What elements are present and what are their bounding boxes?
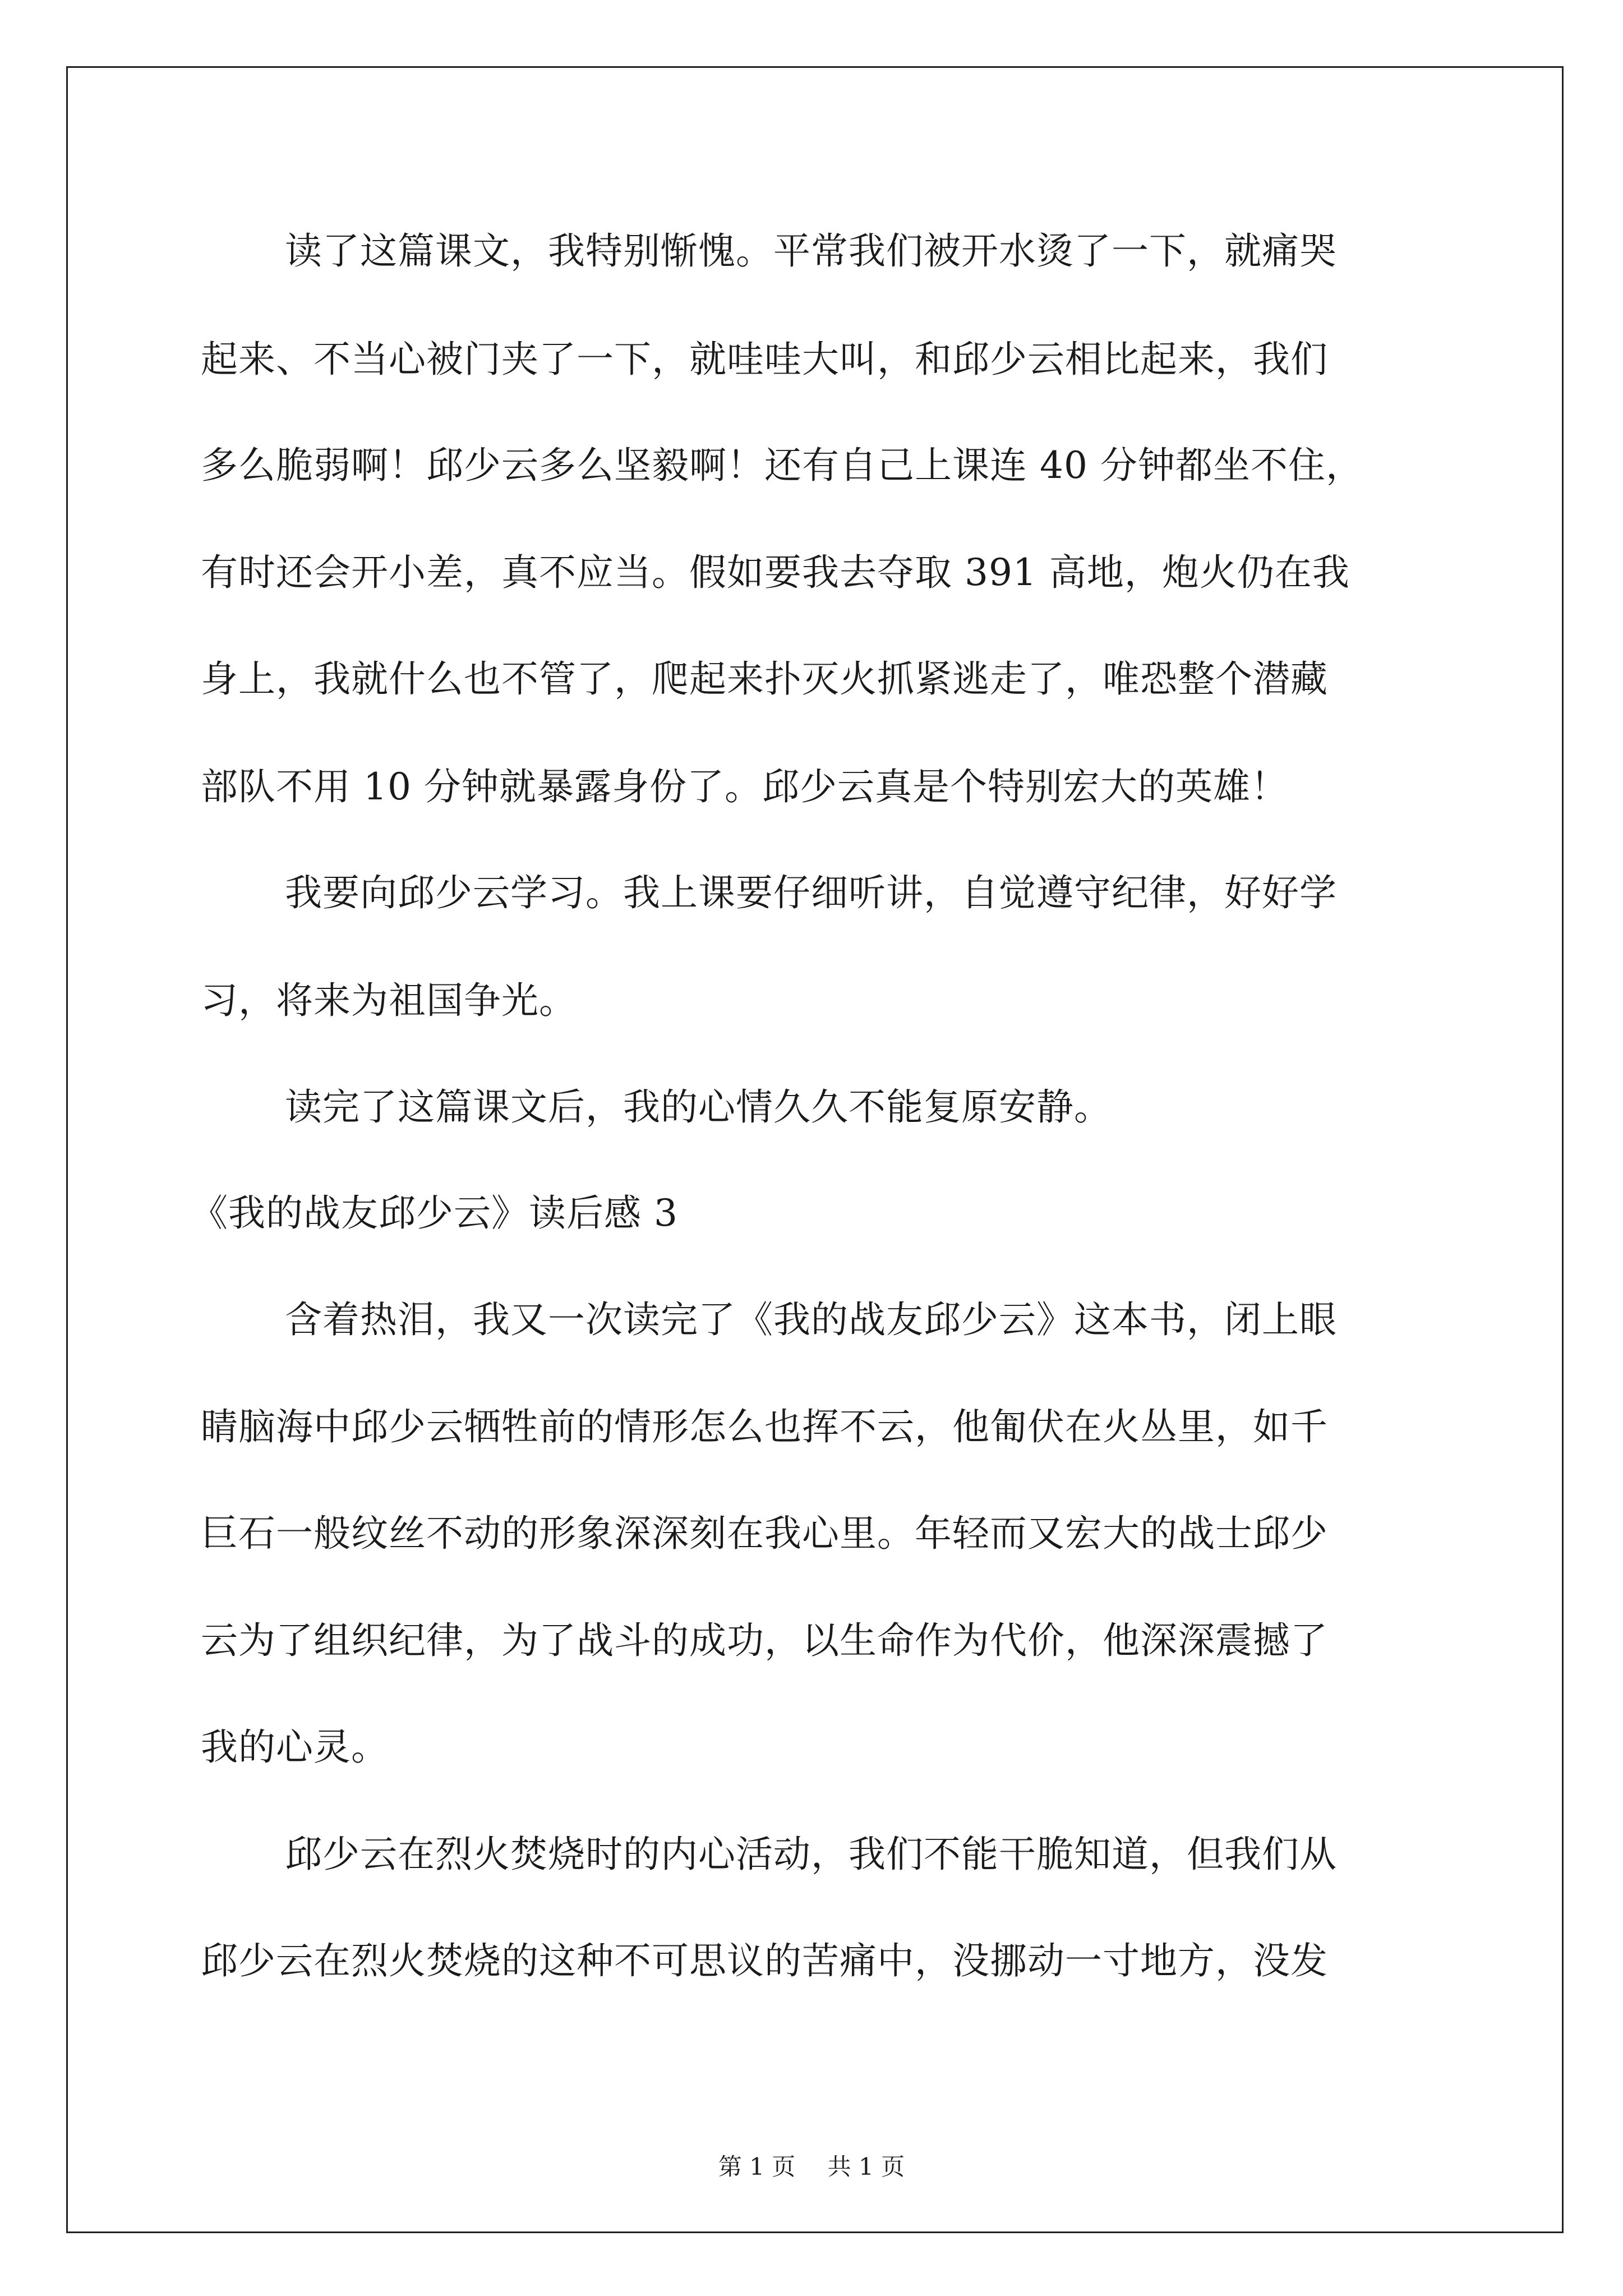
- paragraph-line: 邱少云在烈火焚烧时的内心活动，我们不能干脆知道，但我们从: [285, 1833, 1337, 1876]
- section-title: 《我的战友邱少云》读后感 3: [191, 1191, 678, 1235]
- page-number: 第 1 页: [718, 2153, 796, 2180]
- paragraph-line: 巨石一般纹丝不动的形象深深刻在我心里。年轻而又宏大的战士邱少: [201, 1512, 1328, 1555]
- paragraph-line: 习，将来为祖国争光。: [201, 979, 577, 1022]
- paragraph-line: 读完了这篇课文后，我的心情久久不能复原安静。: [285, 1085, 1112, 1129]
- paragraph-line: 身上，我就什么也不管了，爬起来扑灭火抓紧逃走了，唯恐整个潜藏: [201, 657, 1328, 701]
- paragraph-line: 部队不用 10 分钟就暴露身份了。邱少云真是个特别宏大的英雄！: [201, 765, 1288, 808]
- paragraph-line: 邱少云在烈火焚烧的这种不可思议的苦痛中，没挪动一寸地方，没发: [201, 1939, 1328, 1982]
- paragraph-line: 多么脆弱啊！邱少云多么坚毅啊！还有自己上课连 40 分钟都坐不住，: [201, 444, 1363, 487]
- paragraph-line: 读了这篇课文，我特别惭愧。平常我们被开水烫了一下，就痛哭: [285, 229, 1337, 273]
- page-total: 共 1 页: [827, 2153, 905, 2180]
- paragraph-line: 云为了组织纪律，为了战斗的成功，以生命作为代价，他深深震撼了: [201, 1619, 1328, 1662]
- paragraph-line: 有时还会开小差，真不应当。假如要我去夺取 391 高地，炮火仍在我: [201, 551, 1350, 594]
- page-border: [66, 66, 1564, 2233]
- paragraph-line: 我要向邱少云学习。我上课要仔细听讲，自觉遵守纪律，好好学: [285, 871, 1337, 914]
- paragraph-line: 含着热泪，我又一次读完了《我的战友邱少云》这本书，闭上眼: [285, 1298, 1337, 1341]
- page-footer: [0, 2155, 1623, 2179]
- paragraph-line: 我的心灵。: [201, 1726, 389, 1769]
- paragraph-line: 睛脑海中邱少云牺牲前的情形怎么也挥不云，他匍伏在火丛里，如千: [201, 1405, 1328, 1448]
- paragraph-line: 起来、不当心被门夹了一下，就哇哇大叫，和邱少云相比起来，我们: [201, 338, 1328, 381]
